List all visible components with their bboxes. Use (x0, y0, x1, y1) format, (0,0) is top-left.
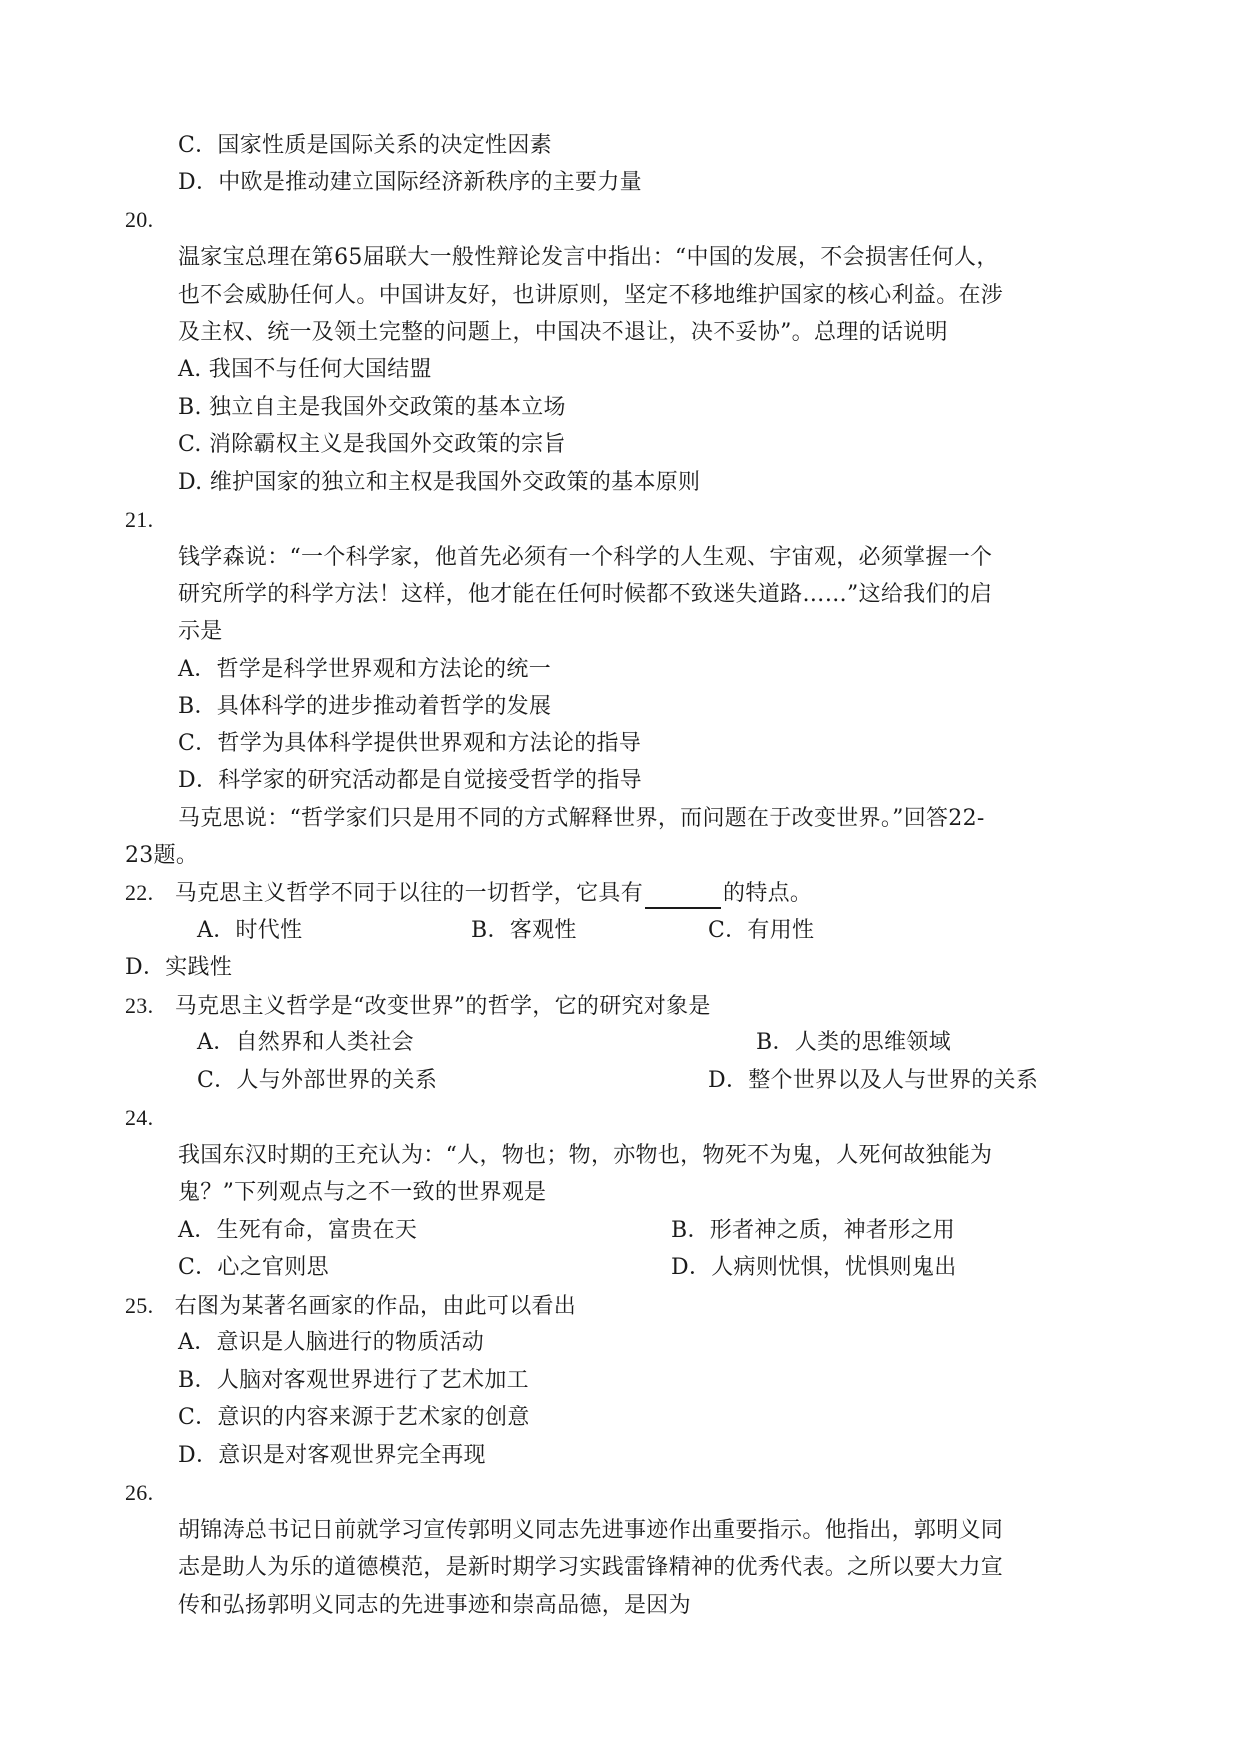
q23-stem-text: 马克思主义哲学是“改变世界”的哲学，它的研究对象是 (174, 994, 711, 1019)
q20-option-b: B. 独立自主是我国外交政策的基本立场 (178, 395, 566, 420)
q25-option-c: C．意识的内容来源于艺术家的创意 (178, 1405, 530, 1430)
q22-stem-after: 的特点。 (723, 881, 813, 906)
q22-stem (125, 878, 812, 909)
q20-number: 20. (125, 207, 154, 232)
q21-stem-line-2: 研究所学的科学方法！这样，他才能在任何时候都不致迷失道路……”这给我们的启 (178, 582, 993, 607)
q26-stem-line-3: 传和弘扬郭明义同志的先进事迹和崇高品德，是因为 (178, 1593, 691, 1618)
q25-stem-text: 右图为某著名画家的作品，由此可以看出 (174, 1294, 577, 1319)
q21-number: 21. (125, 507, 154, 532)
q25-option-a: A．意识是人脑进行的物质活动 (178, 1330, 485, 1355)
q20-stem-line-1: 温家宝总理在第65届联大一般性辩论发言中指出：“中国的发展，不会损害任何人， (178, 245, 999, 270)
q24-option-b: B．形者神之质，神者形之用 (671, 1218, 956, 1243)
q21-option-a: A．哲学是科学世界观和方法论的统一 (178, 657, 551, 682)
q25-number: 25. (125, 1293, 154, 1318)
q26-stem-line-2: 志是助人为乐的道德模范，是新时期学习实践雷锋精神的优秀代表。之所以要大力宣 (178, 1555, 1004, 1580)
q21-option-b: B．具体科学的进步推动着哲学的发展 (178, 694, 552, 719)
q20-option-c: C. 消除霸权主义是我国外交政策的宗旨 (178, 432, 566, 457)
q24-option-d: D．人病则忧惧，忧惧则鬼出 (671, 1255, 957, 1280)
q20-stem-line-2: 也不会威胁任何人。中国讲友好，也讲原则，坚定不移地维护国家的核心利益。在涉 (178, 283, 1004, 308)
q24-number: 24. (125, 1105, 154, 1130)
q21-stem-line-3: 示是 (178, 619, 223, 644)
q23-number: 23. (125, 993, 154, 1018)
q22-23-intro-line-2: 23题。 (125, 843, 199, 868)
q19-option-d: D．中欧是推动建立国际经济新秩序的主要力量 (178, 170, 642, 195)
q22-answer-blank[interactable] (645, 883, 721, 909)
q23-stem (125, 991, 711, 1022)
q22-23-intro-line-1: 马克思说：“哲学家们只是用不同的方式解释世界，而问题在于改变世界。”回答22- (178, 806, 985, 831)
q22-option-a: A．时代性 (197, 918, 303, 943)
q23-option-d: D．整个世界以及人与世界的关系 (708, 1068, 1039, 1093)
q25-stem (125, 1291, 576, 1322)
q24-option-c: C．心之官则思 (178, 1255, 329, 1280)
q22-option-c: C．有用性 (708, 918, 815, 943)
q26-stem-line-1: 胡锦涛总书记日前就学习宣传郭明义同志先进事迹作出重要指示。他指出，郭明义同 (178, 1518, 1004, 1543)
q23-option-a: A．自然界和人类社会 (197, 1030, 414, 1055)
q22-stem-before: 马克思主义哲学不同于以往的一切哲学，它具有 (174, 881, 644, 906)
q23-option-c: C．人与外部世界的关系 (197, 1068, 438, 1093)
q24-stem-line-2: 鬼？”下列观点与之不一致的世界观是 (178, 1180, 547, 1205)
q25-option-d: D．意识是对客观世界完全再现 (178, 1443, 486, 1468)
q21-option-c: C．哲学为具体科学提供世界观和方法论的指导 (178, 731, 642, 756)
q20-stem-line-3: 及主权、统一及领土完整的问题上，中国决不退让，决不妥协”。总理的话说明 (178, 320, 948, 345)
q20-option-d: D. 维护国家的独立和主权是我国外交政策的基本原则 (178, 470, 701, 495)
q22-option-b: B．客观性 (471, 918, 577, 943)
q21-option-d: D．科学家的研究活动都是自觉接受哲学的指导 (178, 768, 642, 793)
q22-number: 22. (125, 880, 154, 905)
q23-option-b: B．人类的思维领域 (756, 1030, 951, 1055)
q25-option-b: B．人脑对客观世界进行了艺术加工 (178, 1368, 529, 1393)
q22-option-d: D．实践性 (125, 955, 233, 980)
q26-number: 26. (125, 1480, 154, 1505)
q19-option-c: C．国家性质是国际关系的决定性因素 (178, 133, 552, 158)
q24-option-a: A．生死有命，富贵在天 (178, 1218, 418, 1243)
q20-option-a: A. 我国不与任何大国结盟 (178, 357, 432, 382)
q24-stem-line-1: 我国东汉时期的王充认为：“人，物也；物，亦物也，物死不为鬼，人死何故独能为 (178, 1143, 993, 1168)
q21-stem-line-1: 钱学森说：“一个科学家，他首先必须有一个科学的人生观、宇宙观，必须掌握一个 (178, 545, 993, 570)
